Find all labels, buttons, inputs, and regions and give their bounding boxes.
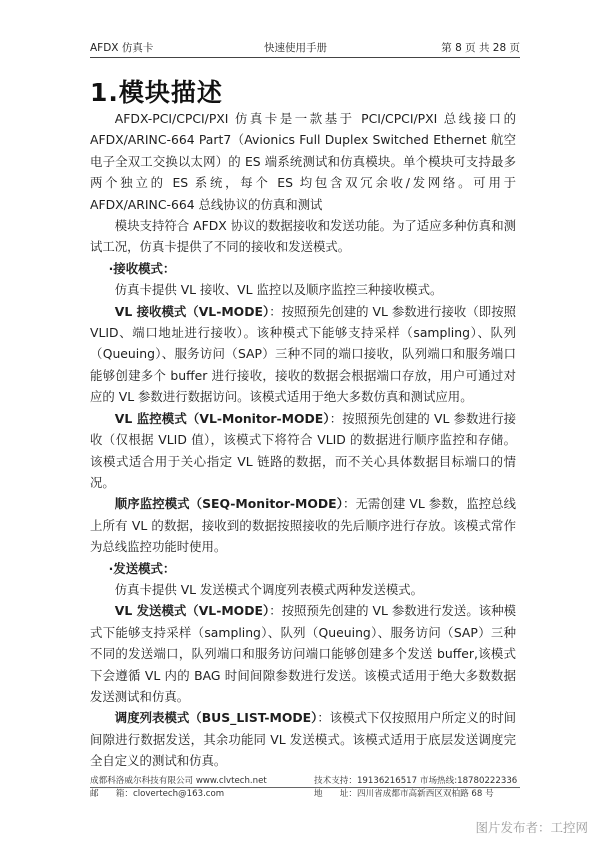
- header-product: AFDX 仿真卡: [90, 42, 154, 54]
- seq-monitor-mode-text: ：无需创建 VL 参数，监控总线上所有 VL 的数据，接收到的数据按照接收的先后顺序进行存放。该模式常作为总线监控功能时使用。: [90, 496, 516, 555]
- footer-email: 邮 箱：clovertech@163.com: [90, 789, 225, 799]
- vl-monitor-mode-label: VL 监控模式（VL-Monitor-MODE）: [114, 410, 330, 426]
- vl-receive-mode-text: ：按照预先创建的 VL 参数进行接收（即按照 VLID、端口地址进行接收）。该种模式下能够支持采样（sampling）、队列（Queuing）、服务访问（SAP）三种不同的端口接收，队列端口和服务端口能够创建多个 buffer 进行接收，接收的数据会根据端口存放，用户可通过对应的 VL 参数进行数据访问。该模式适用于绝大多数仿真和测试应用。: [90, 303, 516, 405]
- footer-support: 技术支持：19136216517 市场热线:18780222336: [314, 776, 518, 786]
- vl-send-mode-label: VL 发送模式（VL-MODE）: [114, 603, 270, 619]
- section-title: 1.模块描述: [90, 78, 223, 107]
- send-mode-heading: ·发送模式：: [108, 560, 176, 576]
- vl-receive-mode-paragraph: [90, 301, 516, 408]
- section-body: [90, 108, 516, 772]
- receive-mode-heading: ·接收模式：: [108, 260, 176, 276]
- vl-monitor-mode-paragraph: [90, 408, 516, 494]
- seq-monitor-mode-paragraph: [90, 493, 516, 557]
- header-divider: [90, 57, 520, 58]
- intro-paragraph: AFDX-PCI/CPCI/PXI 仿真卡是一款基于 PCI/CPCI/PXI 总线接口的 AFDX/ARINC-664 Part7（Avionics Full Duplex Switched Ethernet 航空电子全双工交换以太网）的 ES 端系统测试和仿真模块。单个模块可支持最多两个独立的 ES 系统，每个 ES 均包含双冗余收/发网络。可用于 AFDX/ARINC-664 总线协议的仿真和测试: [90, 111, 516, 212]
- bus-list-mode-label: 调度列表模式（BUS_LIST-MODE）: [114, 710, 318, 726]
- footer-company: 成都科洛威尔科技有限公司 www.clvtech.net: [90, 776, 267, 786]
- footer-row-1: [90, 775, 520, 788]
- header-manual-title: 快速使用手册: [264, 42, 327, 54]
- footer-address: 地 址：四川省成都市高新西区双柏路 68 号: [314, 789, 494, 799]
- send-mode-intro: 仿真卡提供 VL 发送模式个调度列表模式两种发送模式。: [114, 581, 424, 597]
- function-paragraph: 模块支持符合 AFDX 协议的数据接收和发送功能。为了适应多种仿真和测试工况，仿真卡提供了不同的接收和发送模式。: [90, 218, 516, 255]
- vl-receive-mode-label: VL 接收模式（VL-MODE）: [114, 303, 270, 319]
- page-header: [90, 40, 520, 56]
- vl-send-mode-paragraph: [90, 600, 516, 707]
- vl-send-mode-text: ：按照预先创建的 VL 参数进行发送。该种模式下能够支持采样（sampling）、队列（Queuing）、服务访问（SAP）三种不同的发送端口，队列端口和服务访问端口能够创建多个发送 buffer,该模式下会遵循 VL 内的 BAG 时间间隙参数进行发送。该模式适用于绝大多数数据发送测试和仿真。: [90, 603, 516, 704]
- publisher-watermark: 图片发布者：工控网: [475, 820, 588, 835]
- footer-row-2: [90, 788, 520, 801]
- header-page-number: 第 8 页 共 28 页: [441, 42, 520, 54]
- bus-list-mode-text: ：该模式下仅按照用户所定义的时间间隙进行数据发送，其余功能同 VL 发送模式。该模式适用于底层发送调度完全自定义的测试和仿真。: [90, 710, 517, 769]
- seq-monitor-mode-label: 顺序监控模式（SEQ-Monitor-MODE）: [114, 496, 343, 512]
- bus-list-mode-paragraph: [90, 707, 516, 771]
- page-footer: [90, 775, 520, 805]
- receive-mode-intro: 仿真卡提供 VL 接收、VL 监控以及顺序监控三种接收模式。: [114, 282, 443, 298]
- vl-monitor-mode-text: ：按照预先创建的 VL 参数进行接收（仅根据 VLID 值），该模式下将符合 VLID 的数据进行顺序监控和存储。该模式适合用于关心指定 VL 链路的数据，而不关心具体数据目标端口的情况。: [90, 410, 516, 490]
